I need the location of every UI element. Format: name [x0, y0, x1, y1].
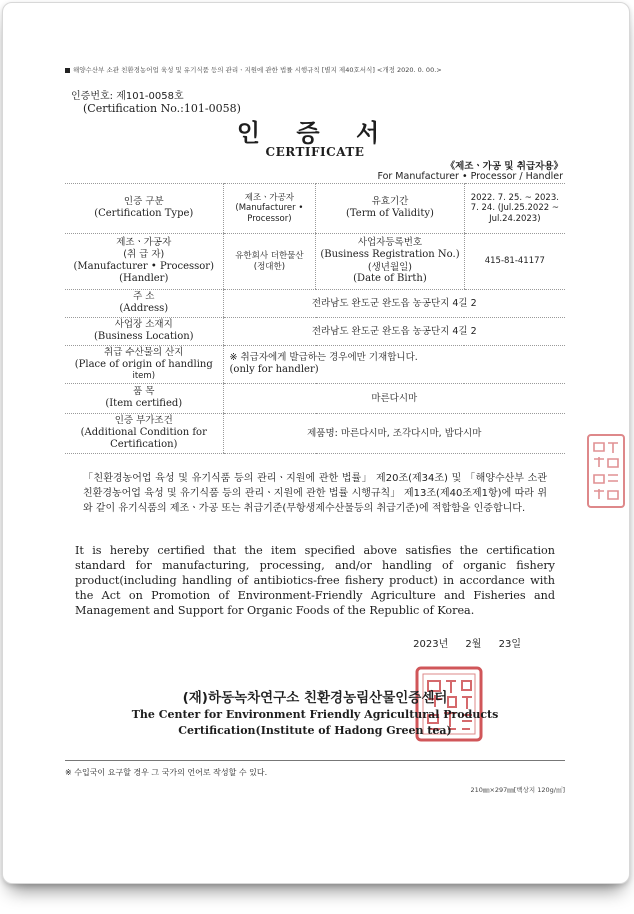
value-business-registration: 415-81-41177	[464, 234, 565, 290]
label-business-location: 사업장 소재지 (Business Location)	[65, 318, 223, 346]
paper-spec: 210㎜×297㎜[백상지 120g/㎡]	[470, 786, 565, 794]
value-place-of-origin: ※ 취급자에게 발급하는 경우에만 기재합니다. (only for handler)	[223, 346, 565, 384]
certificate-table	[65, 183, 565, 454]
usage-label-ko: 《제조ㆍ가공 및 취급자용》	[445, 161, 563, 172]
row-additional-condition	[65, 414, 565, 454]
row-item-certified	[65, 384, 565, 414]
value-business-location: 전라남도 완도군 완도읍 농공단지 4길 2	[223, 318, 565, 346]
usage-label-en: For Manufacturer • Processor / Handler	[377, 171, 563, 182]
issuing-organization-en-line2: Certification(Institute of Hadong Green tea)	[178, 724, 452, 737]
label-address: 주 소 (Address)	[65, 290, 223, 318]
label-place-of-origin: 취급 수산물의 산지 (Place of origin of handling item)	[65, 346, 223, 384]
value-handler: 유한회사 더한물산 (정대한)	[223, 234, 316, 290]
certificate-number-ko: 인증번호: 제101-0058호	[71, 91, 184, 102]
label-item-certified: 품 목 (Item certified)	[65, 384, 223, 414]
document-title: 인 증 서	[236, 119, 394, 147]
document-title-en: CERTIFICATE	[265, 145, 365, 159]
label-business-registration: 사업자등록번호 (Business Registration No.) (생년월일) (Date of Birth)	[316, 234, 464, 290]
label-additional-condition: 인증 부가조건 (Additional Condition for Certification)	[65, 414, 223, 454]
row-certification-type	[65, 184, 565, 234]
issuing-organization-en-line1: The Center for Environment Friendly Agricultural Products	[131, 708, 499, 721]
form-header-note: 해양수산부 소관 친환경농어업 육성 및 유기식품 등의 관리ㆍ지원에 관한 법률 시행규칙 [별지 제40호서식] <개정 2020. 0. 00.>	[65, 65, 442, 74]
row-business-location	[65, 318, 565, 346]
certification-statement-ko: 「친환경농어업 육성 및 유기식품 등의 관리ㆍ지원에 관한 법률」 제20조(제34조) 및 「해양수산부 소관 친환경농어업 육성 및 유기식품 등의 관리ㆍ지원에 관한 법률 시행규칙」 제13조(제40조제1항)에 따라 위와 같이 유기식품의 제조ㆍ가공 또는 취급기준(무항생제수산물등의 취급기준)에 적합함을 인증합니다.	[83, 473, 547, 514]
row-handler	[65, 234, 565, 290]
row-address	[65, 290, 565, 318]
issue-date: 2023년 2월 23일	[413, 639, 521, 650]
value-term-of-validity: 2022. 7. 25. ~ 2023. 7. 24. (Jul.25.2022 ~ Jul.24.2023)	[464, 184, 565, 234]
row-place-of-origin	[65, 346, 565, 384]
certificate-page	[65, 65, 565, 805]
label-handler: 제조ㆍ가공자 (취 급 자) (Manufacturer • Processor) (Handler)	[65, 234, 223, 290]
certificate-number-en: (Certification No.:101-0058)	[83, 102, 241, 115]
value-address: 전라남도 완도군 완도읍 농공단지 4길 2	[223, 290, 565, 318]
value-item-certified: 마른다시마	[223, 384, 565, 414]
label-term-of-validity: 유효기간 (Term of Validity)	[316, 184, 464, 234]
footer-divider	[65, 760, 565, 761]
footnote: ※ 수입국이 요구할 경우 그 국가의 언어로 작성할 수 있다.	[65, 768, 268, 777]
issuing-organization-ko: (재)하동녹차연구소 친환경농림산물인증센터	[182, 690, 448, 706]
certificate-frame	[2, 2, 630, 884]
certification-statement-en: It is hereby certified that the item specified above satisfies the certification standard for manufacturing, processing, and/or handling of organic fishery product(including handling of antibiotics-free fishery product) in accordance with the Act on Promotion of Environment-Friendly Agriculture and Fisheries and Management and Support for Organic Foods of the Republic of Korea.	[75, 544, 555, 617]
label-certification-type: 인증 구분 (Certification Type)	[65, 184, 223, 234]
value-certification-type: 제조ㆍ가공자 (Manufacturer • Processor)	[223, 184, 316, 234]
side-seal-icon	[586, 433, 626, 509]
value-additional-condition: 제품명: 마른다시마, 조각다시마, 밥다시마	[223, 414, 565, 454]
